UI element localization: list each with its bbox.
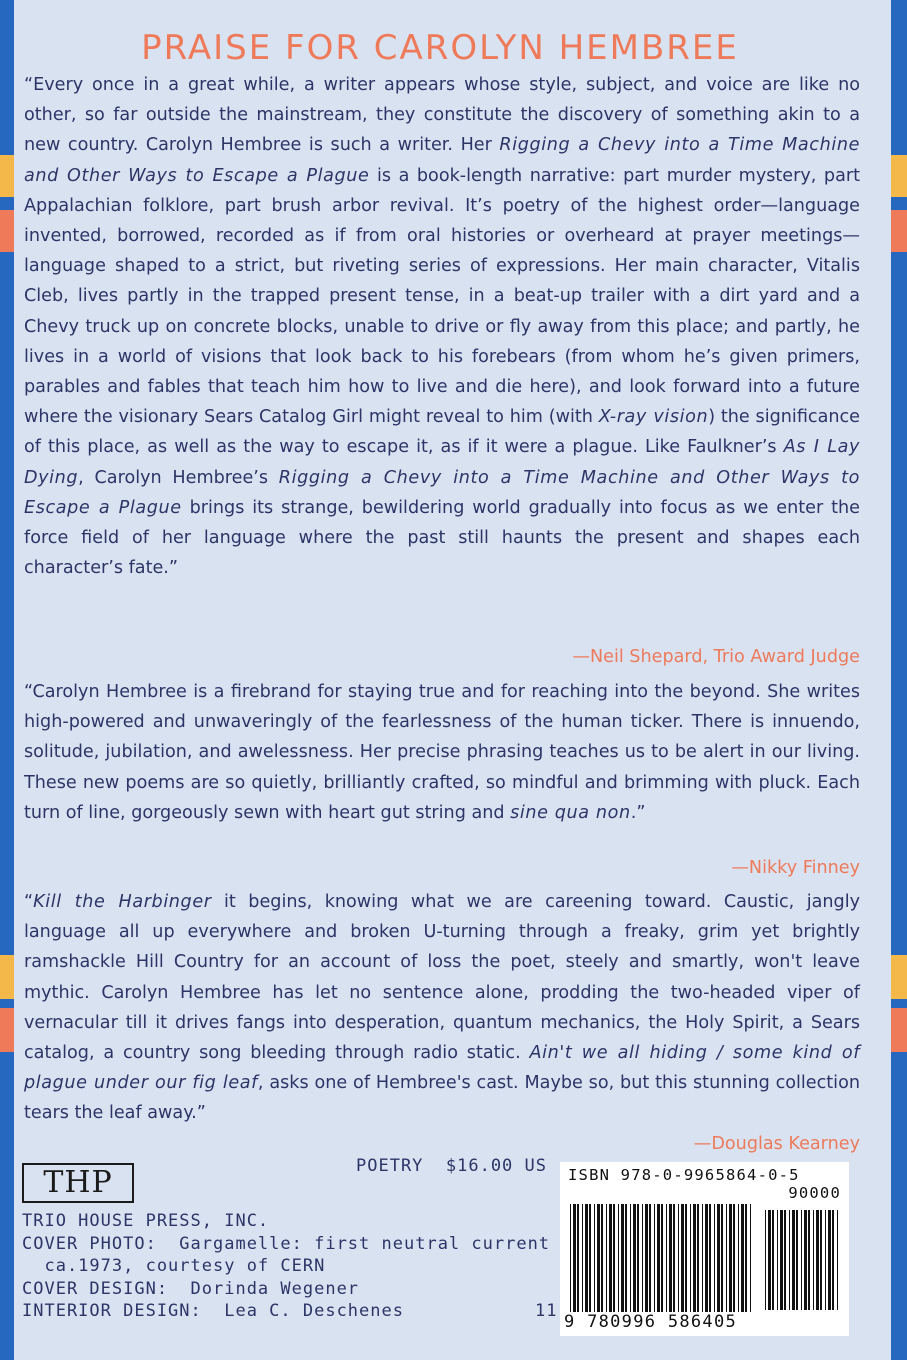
credit-cover-design: COVER DESIGN: Dorinda Wegener bbox=[22, 1278, 360, 1299]
credits-block bbox=[22, 1210, 550, 1323]
praise-quote-finney: “Carolyn Hembree is a firebrand for staying true and for reaching into the beyond. She writes high-powered and unwaveringly of the fearlessness of the human ticker. There is innuendo, solitude, jubilation, and awelessness. Her precise phrasing teaches us to be alert in our living. These new poems are so quietly, brilliantly crafted, so mindful and brimming with pluck. Each turn of line, gorgeously sewn with heart gut string and sine qua non.” bbox=[24, 682, 860, 823]
barcode-box bbox=[560, 1162, 849, 1336]
page-code: 11 bbox=[535, 1301, 558, 1321]
praise-quote-kearney: “Kill the Harbinger it begins, knowing what we are careening toward. Caustic, jangly language all up everywhere and broken U-turning through a freaky, grim yet brightly ramshackle Hill Country for an account of loss the poet, steely and smartly, won't leave mythic. Carolyn Hembree has let no sentence alone, prodding the two-headed viper of vernacular till it drives fangs into desperation, quantum mechanics, the Holy Spirit, a Sears catalog, a country song bleeding through radio static. Ain't we all hiding / some kind of plague under our fig leaf, asks one of Hembree's cast. Maybe so, but this stunning collection tears the leaf away.” bbox=[24, 892, 861, 1124]
page-title: PRAISE FOR CAROLYN HEMBREE bbox=[141, 28, 739, 68]
attribution-kearney: —Douglas Kearney bbox=[693, 1134, 860, 1154]
isbn-barcode-bars bbox=[570, 1204, 755, 1312]
price-code-text: 90000 bbox=[788, 1184, 841, 1202]
isbn-text: ISBN 978-0-9965864-0-5 bbox=[568, 1166, 800, 1184]
barcode-number: 9 780996 586405 bbox=[564, 1312, 738, 1332]
praise-quote-shepard: “Every once in a great while, a writer appears whose style, subject, and voice are like no other, so far outside the mainstream, they constitute the discovery of something akin to a new country. Carolyn Hembree is such a writer. Her Rigging a Chevy into a Time Machine and Other Ways to Escape a Plague is a book-length narrative: part murder mystery, part Appalachian folklore, part brush arbor revival. It’s poetry of the highest order—language invented, borrowed, recorded as if from oral histories or overheard at prayer meetings—language shaped to a strict, but riveting series of expressions. Her main character, Vitalis Cleb, lives partly in the trapped present tense, in a beat-up trailer with a dirt yard and a Chevy truck up on concrete blocks, unable to drive or fly away from this place; and partly, he lives in a world of visions that look back to his forebears (from whom he’s given primers, parables and fables that teach him how to live and die here), and look forward into a future where the visionary Sears Catalog Girl might reveal to him (with X-ray vision) the significance of this place, as well as the way to escape it, as if it were a plague. Like Faulkner’s As I Lay Dying, Carolyn Hembree’s Rigging a Chevy into a Time Machine and Other Ways to Escape a Plague brings its strange, bewildering world gradually into focus as we enter the force field of her language where the past still haunts the present and shapes each character’s fate.” bbox=[24, 75, 860, 579]
publisher-logo: THP bbox=[22, 1163, 134, 1203]
attribution-shepard: —Neil Shepard, Trio Award Judge bbox=[572, 647, 860, 667]
price-line: POETRY $16.00 US bbox=[356, 1156, 547, 1176]
credit-cover-photo-cont: ca.1973, courtesy of CERN bbox=[22, 1256, 326, 1276]
credit-cover-photo: COVER PHOTO: Gargamelle: first neutral current bbox=[22, 1233, 551, 1254]
credit-publisher: TRIO HOUSE PRESS, INC. bbox=[22, 1211, 270, 1231]
attribution-finney: —Nikky Finney bbox=[731, 858, 860, 878]
credit-interior-design: INTERIOR DESIGN: Lea C. Deschenes bbox=[22, 1301, 404, 1321]
price-barcode-bars bbox=[765, 1210, 841, 1310]
left-stripe bbox=[0, 0, 14, 1360]
right-stripe bbox=[891, 0, 907, 1360]
